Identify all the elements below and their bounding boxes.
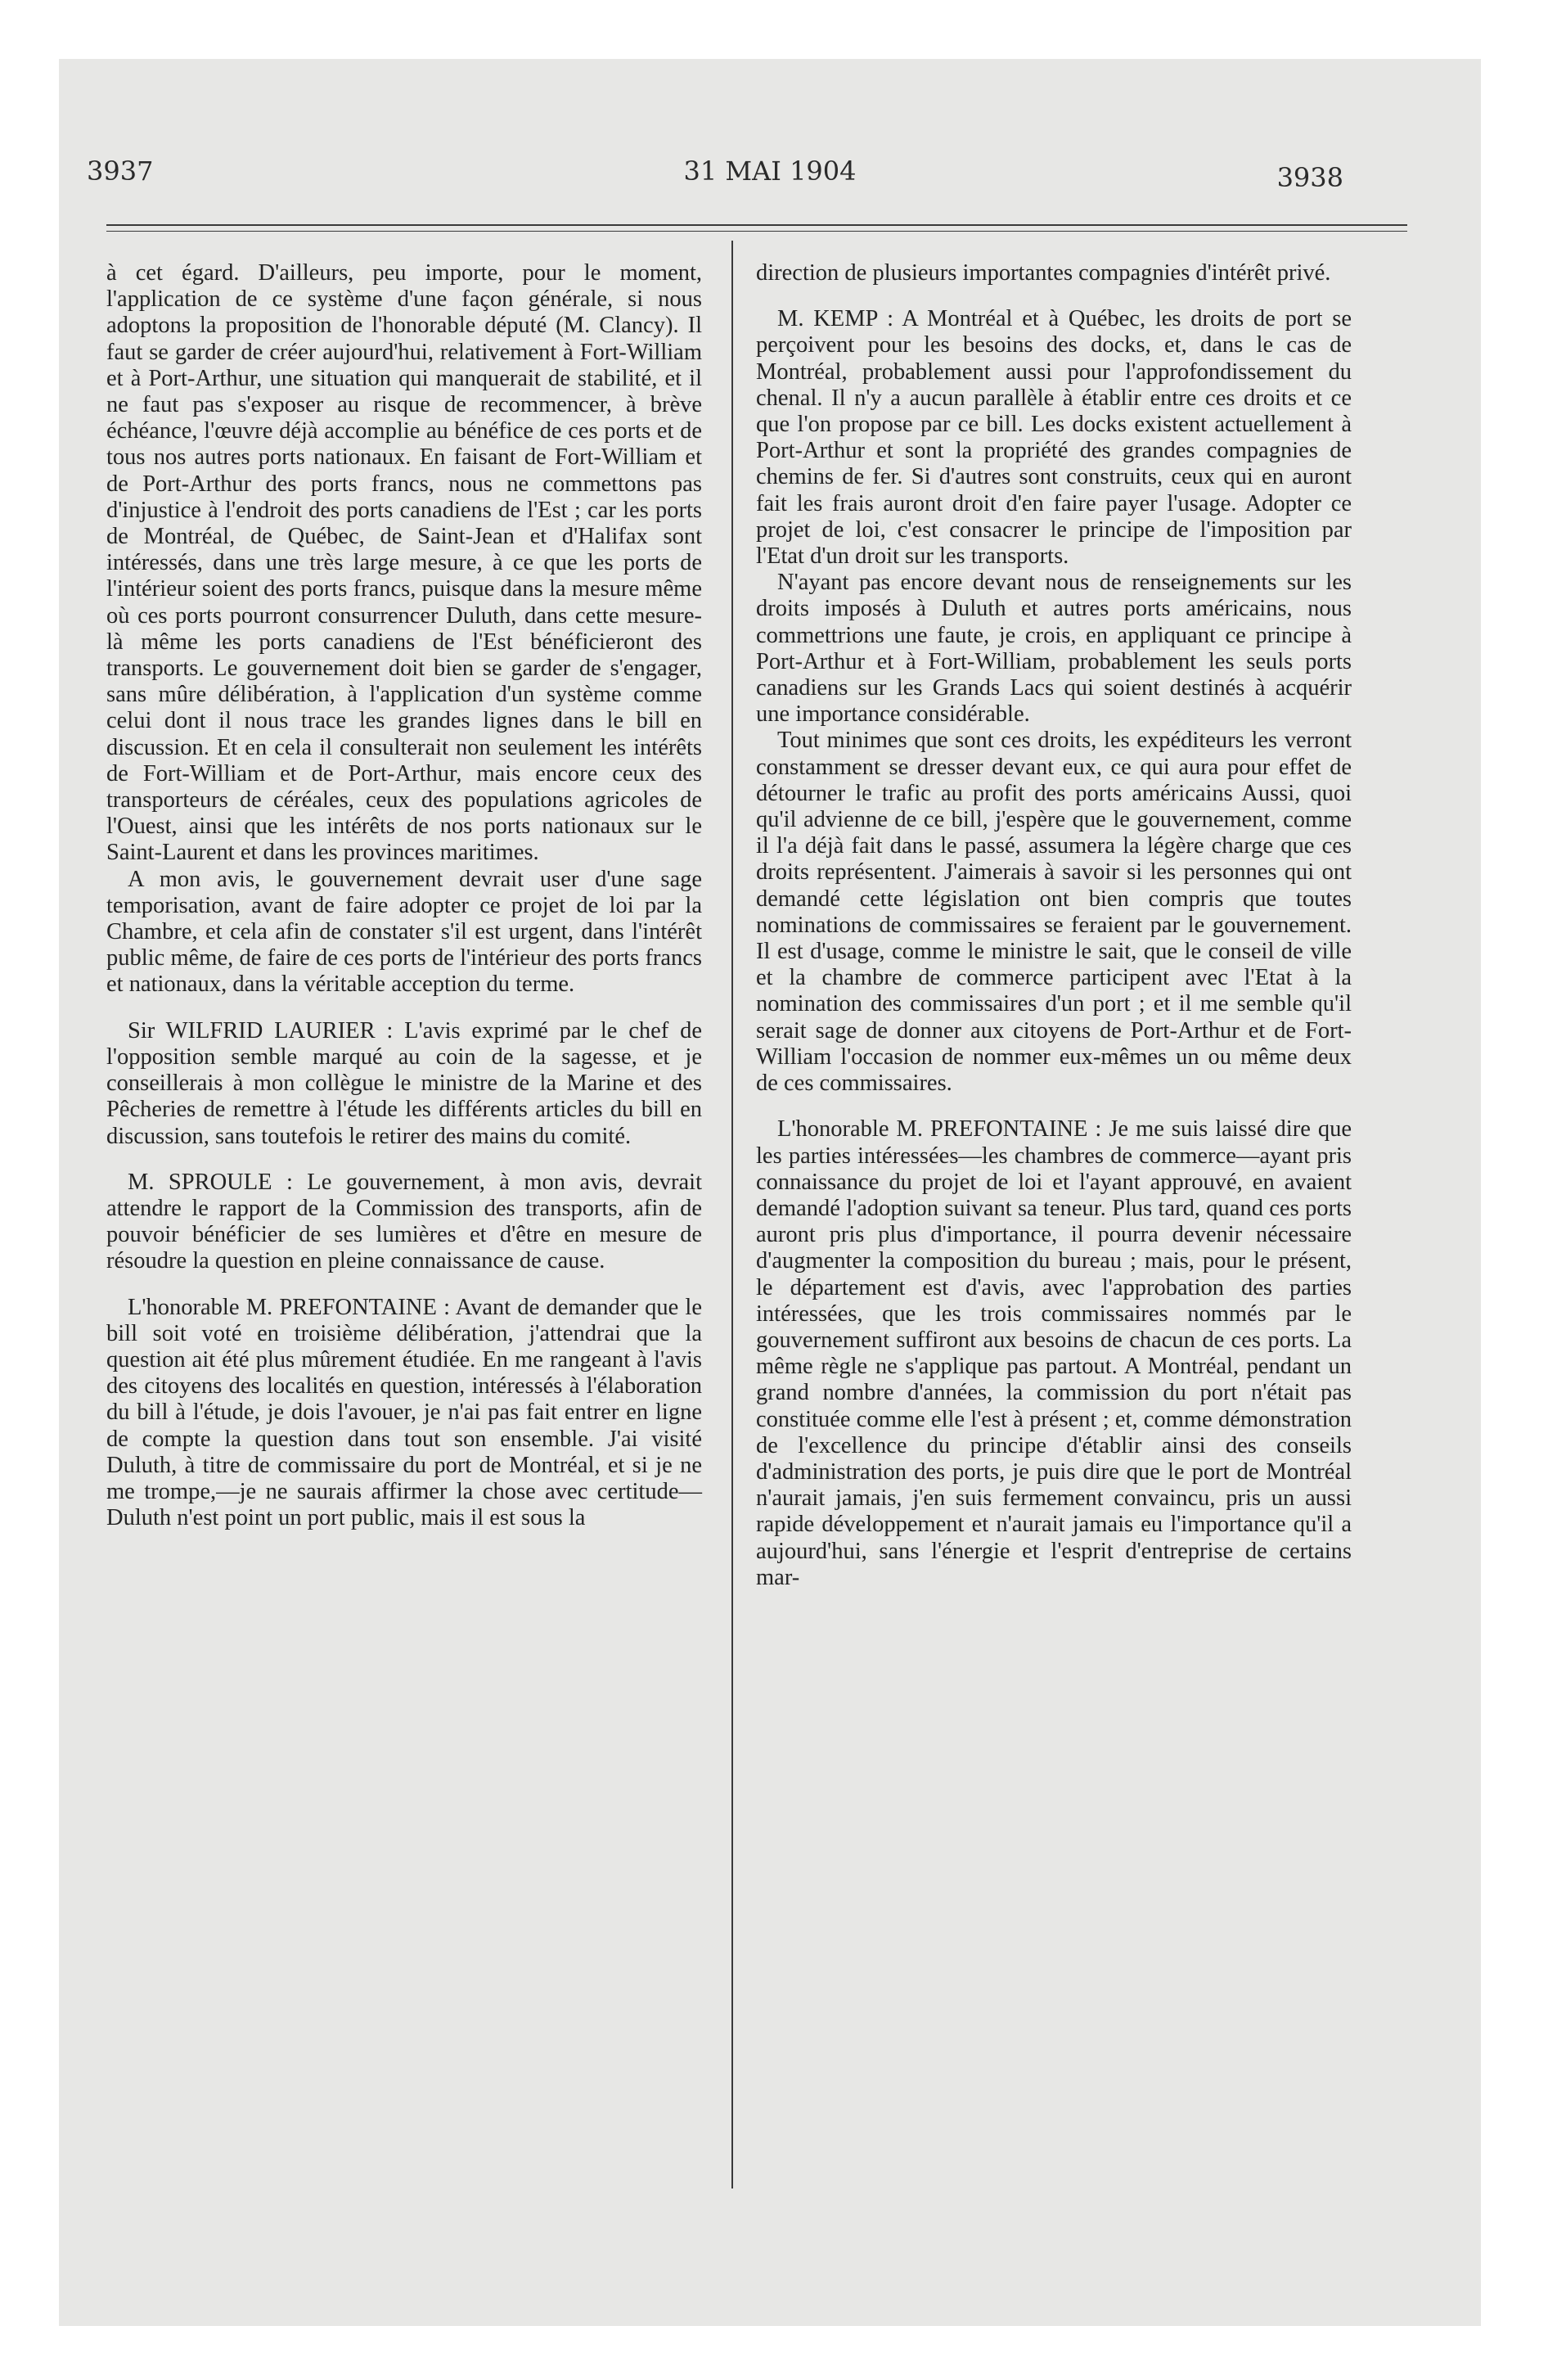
paragraph: N'ayant pas encore devant nous de renseignements sur les droits imposés à Duluth et autres ports américains, nous commettrions une faute, je crois, en appliquant ce principe à Port-Arthur et à Fort-William, probablement les seuls ports canadiens sur les Grands Lacs qui soient destinés à acquérir une importance considérable. — [756, 570, 1352, 728]
paragraph: Sir WILFRID LAURIER : L'avis exprimé par le chef de l'opposition semble marqué au coin de la sagesse, et je conseillerais à mon collègue le ministre de la Marine et des Pêcheries de remettre à l'étude les différents articles du bill en discussion, sans toutefois le retirer des mains du comité. — [106, 1017, 702, 1149]
header-rule-thin — [106, 231, 1407, 232]
page-number-left: 3937 — [87, 156, 154, 187]
page-header — [59, 156, 1481, 196]
right-column — [756, 260, 1352, 1591]
header-rule — [106, 224, 1407, 226]
paragraph: à cet égard. D'ailleurs, peu importe, pour le moment, l'application de ce système d'une façon générale, si nous adoptons la proposition de l'honorable député (M. Clancy). Il faut se garder de créer aujourd'hui, relativement à Fort-William et à Port-Arthur, une situation qui manquerait de stabilité, et il ne faut pas s'exposer au risque de recommencer, à brève échéance, l'œuvre déjà accomplie au bénéfice de ces ports et de tous nos autres ports nationaux. En faisant de Fort-William et de Port-Arthur des ports francs, nous ne commettons pas d'injustice à l'endroit des ports canadiens de l'Est ; car les ports de Montréal, de Québec, de Saint-Jean et d'Halifax sont intéressés, dans une très large mesure, à ce que les ports de l'intérieur soient des ports francs, puisque dans la mesure même où ces ports pourront consurrencer Duluth, dans cette mesure-là même les ports canadiens de l'Est bénéficieront des transports. Le gouvernement doit bien se garder de s'engager, sans mûre délibération, à l'application d'un système comme celui dont il nous trace les grandes lignes dans le bill en discussion. Et en cela il consulterait non seulement les intérêts de Fort-William et de Port-Arthur, mais encore ceux des transporteurs de céréales, ceux des populations agricoles de l'Ouest, ainsi que les intérêts de nos ports nationaux sur le Saint-Laurent et dans les provinces maritimes. — [106, 260, 702, 866]
paragraph: A mon avis, le gouvernement devrait user d'une sage temporisation, avant de faire adopter ce projet de loi par la Chambre, et cela afin de constater s'il est urgent, dans l'intérêt public même, de faire de ces ports de l'intérieur des ports francs et nationaux, dans la véritable acception du terme. — [106, 866, 702, 998]
paragraph: M. SPROULE : Le gouvernement, à mon avis, devrait attendre le rapport de la Commission des transports, afin de pouvoir bénéficier de ses lumières et d'être en mesure de résoudre la question en pleine connaissance de cause. — [106, 1169, 702, 1274]
scanned-page — [59, 59, 1481, 2326]
header-date: 31 MAI 1904 — [683, 156, 857, 187]
page-number-right: 3938 — [1276, 162, 1343, 193]
left-column — [106, 260, 702, 1531]
paragraph: direction de plusieurs importantes compagnies d'intérêt privé. — [756, 260, 1331, 286]
paragraph: Tout minimes que sont ces droits, les expéditeurs les verront constamment se dresser devant eux, ce qui aura pour effet de détourner le trafic au profit des ports américains Aussi, quoi qu'il advienne de ce bill, j'espère que le gouvernement, comme il l'a déjà fait dans le passé, assumera la légère charge que ces droits représentent. J'aimerais à savoir si les personnes qui ont demandé cette législation ont bien compris que toutes nominations de commissaires se feraient par le gouvernement. Il est d'usage, comme le ministre le sait, que le conseil de ville et la chambre de commerce participent avec l'Etat à la nomination des commissaires d'un port ; et il me semble qu'il serait sage de donner aux citoyens de Port-Arthur et de Fort-William l'occasion de nommer eux-mêmes un ou même deux de ces commissaires. — [756, 728, 1352, 1097]
column-divider — [731, 241, 733, 2188]
paragraph: L'honorable M. PREFONTAINE : Je me suis laissé dire que les parties intéressées—les chambres de commerce—ayant pris connaissance du projet de loi et l'ayant approuvé, en avaient demandé l'adoption suivant sa teneur. Plus tard, quand ces ports auront pris plus d'importance, il pourra devenir nécessaire d'augmenter la composition du bureau ; mais, pour le présent, le département est d'avis, avec l'approbation des parties intéressées, que les trois commissaires nommés par le gouvernement suffiront aux besoins de chacun de ces ports. La même règle ne s'applique pas partout. A Montréal, pendant un grand nombre d'années, la commission du port n'était pas constituée comme elle l'est à présent ; et, comme démonstration de l'excellence du principe d'établir ainsi des conseils d'administration des ports, je puis dire que le port de Montréal n'aurait jamais, j'en suis fermement convaincu, pris un aussi rapide développement et n'aurait jamais eu l'importance qu'il a aujourd'hui, sans l'énergie et l'esprit d'entreprise de certains mar- — [756, 1116, 1352, 1590]
paragraph: M. KEMP : A Montréal et à Québec, les droits de port se perçoivent pour les besoins des docks, et, dans le cas de Montréal, probablement aussi pour l'approfondissement du chenal. Il n'y a aucun parallèle à établir entre ces droits et ce que l'on propose par ce bill. Les docks existent actuellement à Port-Arthur et sont la propriété des grandes compagnies de chemins de fer. Si d'autres sont construits, ceux qui en auront fait les frais auront droit d'en faire payer l'usage. Adopter ce projet de loi, c'est consacrer le principe de l'imposition par l'Etat d'un droit sur les transports. — [756, 306, 1352, 570]
paragraph: L'honorable M. PREFONTAINE : Avant de demander que le bill soit voté en troisième délibération, j'attendrai que la question ait été plus mûrement étudiée. En me rangeant à l'avis des citoyens des localités en question, intéressés à l'élaboration du bill à l'étude, je dois l'avouer, je n'ai pas fait entrer en ligne de compte la question dans tout son ensemble. J'ai visité Duluth, à titre de commissaire du port de Montréal, et si je ne me trompe,—je ne saurais affirmer la chose avec certitude—Duluth n'est point un port public, mais il est sous la — [106, 1294, 702, 1531]
